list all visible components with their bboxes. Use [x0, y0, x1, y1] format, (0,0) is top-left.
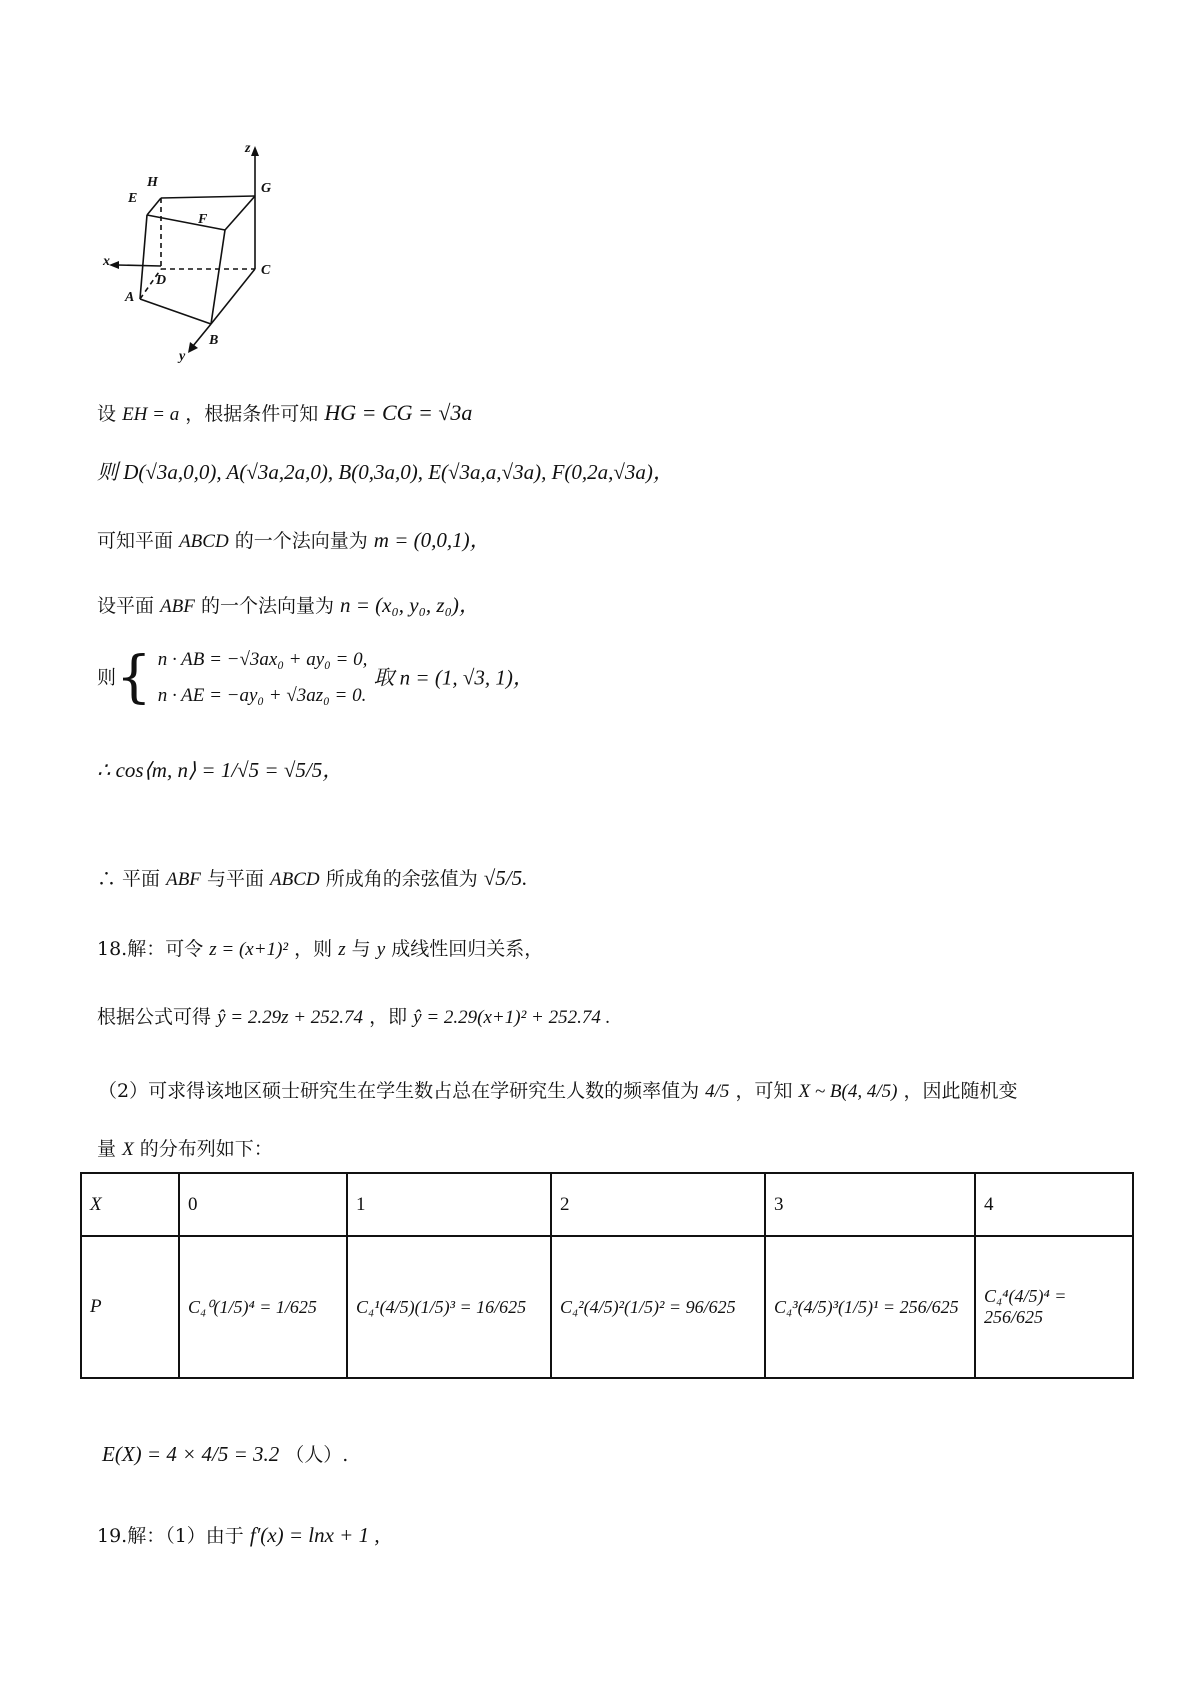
- table-cell-p-label: P: [81, 1236, 179, 1378]
- table-cell-x2: 2: [551, 1173, 765, 1236]
- table-cell-p0: C₄⁰(1/5)⁴ = 1/625: [179, 1236, 347, 1378]
- line-2: [97, 462, 674, 483]
- text-normal: 的一个法向量为: [234, 530, 368, 552]
- text-with: 与: [351, 938, 371, 960]
- eq-eh: EH = a: [122, 404, 180, 425]
- eq-cos: ∴ cos⟨m, n⟩ = 1/√5 = √5/5，: [97, 758, 344, 782]
- text-formula: 根据公式可得: [97, 1006, 212, 1028]
- line-10: [98, 1082, 1018, 1101]
- eq-freq: 4/5: [705, 1081, 730, 1102]
- label-z: z: [245, 141, 251, 156]
- table-row-header: [81, 1173, 1133, 1236]
- text-abcd-2: ABCD: [270, 869, 320, 890]
- distribution-table: [80, 1172, 1134, 1379]
- text-abcd: ABCD: [179, 531, 229, 552]
- table-cell-p2: C₄²(4/5)²(1/5)² = 96/625: [551, 1236, 765, 1378]
- x-axis: [117, 265, 161, 266]
- text-variable: 量: [97, 1138, 117, 1160]
- line-9: [97, 1008, 610, 1027]
- label-D: D: [156, 273, 167, 288]
- table-row-p: [81, 1236, 1133, 1378]
- text-then-2: ，则: [294, 938, 333, 960]
- text-known: ，可知: [735, 1080, 793, 1102]
- line-4: [97, 595, 480, 616]
- line-expectation: [102, 1444, 348, 1465]
- eq-answer: √5/5.: [483, 866, 528, 890]
- text-abf-2: ABF: [166, 869, 201, 890]
- text-and-plane: 与平面: [206, 868, 264, 890]
- label-C: C: [261, 263, 271, 278]
- text-linear: 成线性回归关系，: [391, 938, 544, 960]
- label-G: G: [261, 181, 272, 196]
- equation-system: [158, 642, 368, 714]
- line-5-system: [97, 642, 534, 724]
- var-y: y: [376, 939, 386, 960]
- x-axis-arrow: [109, 261, 119, 269]
- text-18-solution: 18.解：可令: [97, 938, 204, 960]
- label-E: E: [128, 191, 138, 206]
- line-13: [97, 1525, 380, 1546]
- text-abf: ABF: [160, 596, 195, 617]
- line-8: [97, 940, 543, 959]
- text-condition: ，根据条件可知: [185, 403, 319, 425]
- var-z: z: [338, 939, 346, 960]
- table-cell-x-label: X: [81, 1173, 179, 1236]
- geometry-figure: [95, 138, 295, 363]
- line-11: [97, 1140, 273, 1159]
- line-3: [97, 530, 491, 551]
- text-then: 则: [97, 666, 117, 689]
- table-cell-p1: C₄¹(4/5)(1/5)³ = 16/625: [347, 1236, 551, 1378]
- text-set: 设: [97, 403, 117, 425]
- text-part2: （2）可求得该地区硕士研究生在学生数占总在学研究生人数的频率值为: [98, 1080, 700, 1102]
- table-cell-x3: 3: [765, 1173, 975, 1236]
- eq-z: z = (x+1)²: [209, 939, 289, 960]
- eq-vector-n: n = (x₀, y₀, z₀)，: [340, 593, 480, 617]
- text-person: （人）.: [285, 1444, 349, 1466]
- line-1: [97, 402, 472, 424]
- eq-expectation: E(X) = 4 × 4/5 = 3.2: [102, 1442, 280, 1466]
- eq-derivative: f′(x) = lnx + 1 ,: [249, 1523, 380, 1547]
- brace: {: [116, 645, 152, 711]
- label-x: x: [103, 254, 110, 269]
- y-axis-arrow: [188, 342, 198, 353]
- line-6: [97, 760, 343, 781]
- label-H: H: [147, 175, 158, 190]
- text-plane: 可知平面: [97, 530, 174, 552]
- eq-coordinates: 则 D(√3a,0,0), A(√3a,2a,0), B(0,3a,0), E(√3a,a,√3a), F(0,2a,√3a)，: [97, 460, 674, 484]
- text-distribution: 的分布列如下：: [139, 1138, 273, 1160]
- table-cell-p3: C₄³(4/5)³(1/5)¹ = 256/625: [765, 1236, 975, 1378]
- eq-row-1: n · AB = −√3ax₀ + ay₀ = 0,: [157, 649, 368, 670]
- line-7: [97, 868, 527, 889]
- eq-binomial: X ~ B(4, 4/5): [798, 1081, 898, 1102]
- label-B: B: [209, 333, 219, 348]
- eq-hg-cg: HG = CG = √3a: [324, 400, 473, 425]
- z-axis-arrow: [251, 146, 259, 156]
- label-F: F: [198, 212, 208, 227]
- table-cell-x4: 4: [975, 1173, 1133, 1236]
- eq-yhat-x: ŷ = 2.29(x+1)² + 252.74 .: [413, 1007, 611, 1028]
- table-cell-p4: C₄⁴(4/5)⁴ = 256/625: [975, 1236, 1133, 1378]
- label-y: y: [179, 349, 186, 363]
- eq-row-2: n · AE = −ay₀ + √3az₀ = 0.: [157, 685, 367, 707]
- text-set-plane: 设平面: [97, 595, 155, 617]
- table-cell-x1: 1: [347, 1173, 551, 1236]
- text-ie: ，即: [369, 1006, 408, 1028]
- table-cell-x0: 0: [179, 1173, 347, 1236]
- var-x: X: [122, 1139, 134, 1160]
- label-A: A: [125, 290, 135, 305]
- text-cosine-value: 所成角的余弦值为: [325, 868, 478, 890]
- text-random: ，因此随机变: [903, 1080, 1018, 1102]
- text-19-solution: 19.解：（1）由于: [97, 1525, 244, 1547]
- text-therefore-plane: ∴ 平面: [97, 868, 161, 890]
- text-normal-2: 的一个法向量为: [200, 595, 334, 617]
- eq-yhat-z: ŷ = 2.29z + 252.74: [217, 1007, 364, 1028]
- eq-vector-m: m = (0,0,1)，: [373, 528, 491, 552]
- eq-take-n: 取 n = (1, √3, 1)，: [373, 665, 534, 690]
